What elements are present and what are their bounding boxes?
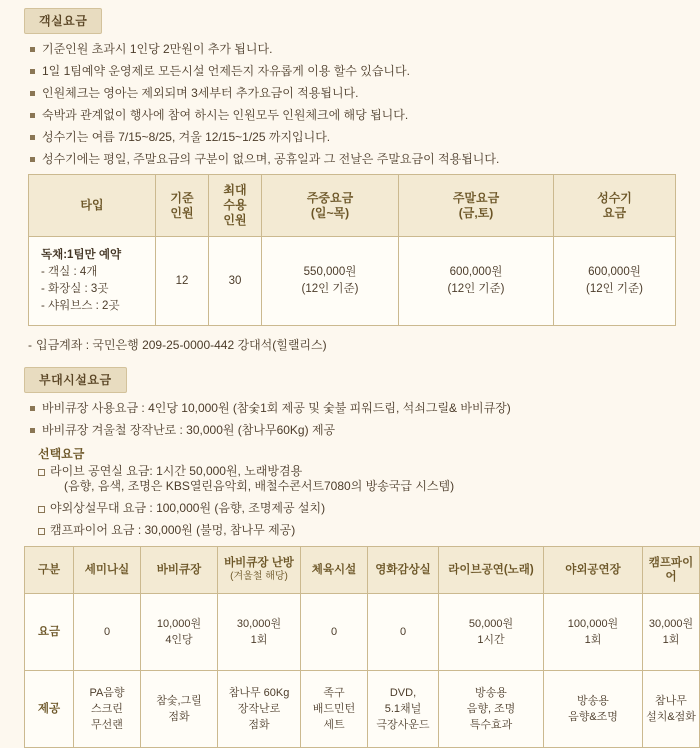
list-item: 숙박과 관계없이 행사에 참여 하시는 인원모두 인원체크에 해당 됩니다. <box>30 108 688 123</box>
row-head-provided: 제공 <box>25 671 74 748</box>
weekend-price: 600,000원 <box>449 266 503 278</box>
col-base-guests: 기준 인원 <box>156 175 209 237</box>
section-title-room: 객실요금 <box>24 8 102 34</box>
cell-weekday <box>262 237 399 326</box>
type-title: 독채:1팀만 예약 <box>41 249 122 261</box>
value-line: 무선랜 <box>91 719 123 731</box>
list-item: 인원체크는 영아는 제외되며 3세부터 추가요금이 적용됩니다. <box>30 86 688 101</box>
price-bbq-heating <box>218 594 301 671</box>
list-item: 성수기는 여름 7/15~8/25, 겨울 12/15~1/25 까지입니다. <box>30 130 688 145</box>
value-line: 1회 <box>584 634 602 646</box>
room-price-table <box>28 174 676 326</box>
col-bbq-heating-sub: (겨울철 해당) <box>230 571 288 582</box>
table-header-row <box>25 547 700 594</box>
cell-weekend <box>399 237 554 326</box>
provided-movie <box>368 671 439 748</box>
list-item: 1일 1팀예약 운영제로 모든시설 언제든지 자유롭게 이용 할수 있습니다. <box>30 64 688 79</box>
value-line: 30,000원 <box>236 618 282 630</box>
value-line: 족구 <box>323 687 345 699</box>
option-notes-list <box>12 464 688 538</box>
provided-live <box>439 671 544 748</box>
value-line: 점화 <box>168 711 190 723</box>
provided-outdoor-stage <box>544 671 643 748</box>
peak-note: (12인 기준) <box>586 283 643 295</box>
price-bbq <box>141 594 218 671</box>
section-title-facility: 부대시설요금 <box>24 367 127 393</box>
value-line: 참나무 60Kg <box>228 687 290 699</box>
weekday-note: (12인 기준) <box>301 283 359 295</box>
row-head-price: 요금 <box>25 594 74 671</box>
table-row <box>29 237 676 326</box>
value-line: 세트 <box>323 719 345 731</box>
value-line: 10,000원 <box>156 618 202 630</box>
option-note-2: (음향, 음색, 조명은 KBS열린음악회, 배철수콘서트7080의 방송국급 시스템) <box>64 479 455 493</box>
col-weekend: 주말요금 (금,토) <box>399 175 554 237</box>
price-seminar <box>74 594 141 671</box>
col-max-guests: 최대 수용 인원 <box>209 175 262 237</box>
value-line: 설치&점화 <box>646 711 696 723</box>
list-item: 야외상설무대 요금 : 100,000원 (음향, 조명제공 설치) <box>38 501 688 516</box>
value-line: 특수효과 <box>469 719 513 731</box>
value-line: 0 <box>330 626 338 638</box>
value-line: 30,000원 <box>648 618 694 630</box>
col-live: 라이브공연(노래) <box>439 547 544 594</box>
col-bbq: 바비큐장 <box>141 547 218 594</box>
value-line: 0 <box>103 626 111 638</box>
col-outdoor-stage: 야외공연장 <box>544 547 643 594</box>
value-line: 1회 <box>662 634 680 646</box>
value-line: 50,000원 <box>468 618 514 630</box>
col-weekday: 주중요금 (일~목) <box>262 175 399 237</box>
option-price-label: 선택요금 <box>38 447 85 461</box>
provided-bbq <box>141 671 218 748</box>
value-line: 극장사운드 <box>376 719 430 731</box>
value-line: 방송용 <box>475 687 507 699</box>
col-bbq-heating <box>218 547 301 594</box>
price-outdoor-stage <box>544 594 643 671</box>
value-line: 100,000원 <box>567 618 619 630</box>
col-type: 타입 <box>29 175 156 237</box>
col-seminar: 세미나실 <box>74 547 141 594</box>
table-header-row <box>29 175 676 237</box>
provided-bbq-heating <box>218 671 301 748</box>
price-sports <box>301 594 368 671</box>
price-campfire <box>643 594 700 671</box>
list-item: 기준인원 초과시 1인당 2만원이 추가 됩니다. <box>30 42 688 57</box>
value-line: 4인당 <box>165 634 193 646</box>
list-item: 바비큐장 겨울철 장작난로 : 30,000원 (참나무60Kg) 제공 <box>30 423 688 438</box>
price-movie <box>368 594 439 671</box>
col-peak: 성수기 요금 <box>554 175 676 237</box>
value-line: PA음향 <box>89 687 125 699</box>
value-line: 스크린 <box>91 703 123 715</box>
value-line: DVD, <box>389 687 417 699</box>
type-line-2: - 화장실 : 3곳 <box>41 283 109 295</box>
list-item: 캠프파이어 요금 : 30,000원 (불멍, 참나무 제공) <box>38 523 688 538</box>
type-line-1: - 객실 : 4개 <box>41 266 98 278</box>
cell-base-guests: 12 <box>156 237 209 326</box>
table-row <box>25 671 700 748</box>
provided-seminar <box>74 671 141 748</box>
facility-notes-list <box>12 401 688 438</box>
value-line: 참숯,그릴 <box>156 695 202 707</box>
list-item: 성수기에는 평일, 주말요금의 구분이 없으며, 공휴일과 그 전날은 주말요금이 적용됩니다. <box>30 152 688 167</box>
weekday-price: 550,000원 <box>303 266 357 278</box>
col-division: 구분 <box>25 547 74 594</box>
option-note-1: 라이브 공연실 요금: 1시간 50,000원, 노래방겸용 <box>50 464 303 478</box>
value-line: 배드민턴 <box>312 703 356 715</box>
value-line: 방송용 <box>577 695 609 707</box>
col-bbq-heating-label: 바비큐장 난방 <box>224 557 294 569</box>
col-sports: 체육시설 <box>301 547 368 594</box>
value-line: 음향&조명 <box>568 711 618 723</box>
table-row <box>25 594 700 671</box>
value-line: 0 <box>399 626 407 638</box>
col-campfire: 캠프파이어 <box>643 547 700 594</box>
provided-campfire <box>643 671 700 748</box>
cell-max-guests: 30 <box>209 237 262 326</box>
col-movie: 영화감상실 <box>368 547 439 594</box>
value-line: 참나무 <box>655 695 687 707</box>
type-line-3: - 샤워브스 : 2곳 <box>41 300 120 312</box>
value-line: 5.1채널 <box>384 703 422 715</box>
value-line: 점화 <box>248 719 270 731</box>
list-item <box>38 464 688 494</box>
cell-peak <box>554 237 676 326</box>
value-line: 음향, 조명 <box>466 703 516 715</box>
list-item: 바비큐장 사용요금 : 4인당 10,000원 (참숯1회 제공 및 숯불 피워드림, 석쇠그릴& 바비큐장) <box>30 401 688 416</box>
weekend-note: (12인 기준) <box>447 283 505 295</box>
value-line: 1시간 <box>477 634 505 646</box>
value-line: 1회 <box>250 634 268 646</box>
room-notes-list <box>12 42 688 167</box>
peak-price: 600,000원 <box>588 266 641 278</box>
cell-type <box>29 237 156 326</box>
facility-price-table <box>24 546 700 748</box>
value-line: 장작난로 <box>237 703 281 715</box>
price-live <box>439 594 544 671</box>
provided-sports <box>301 671 368 748</box>
bank-account-text: - 입금계좌 : 국민은행 209-25-0000-442 강대석(힐랠리스) <box>28 336 688 353</box>
